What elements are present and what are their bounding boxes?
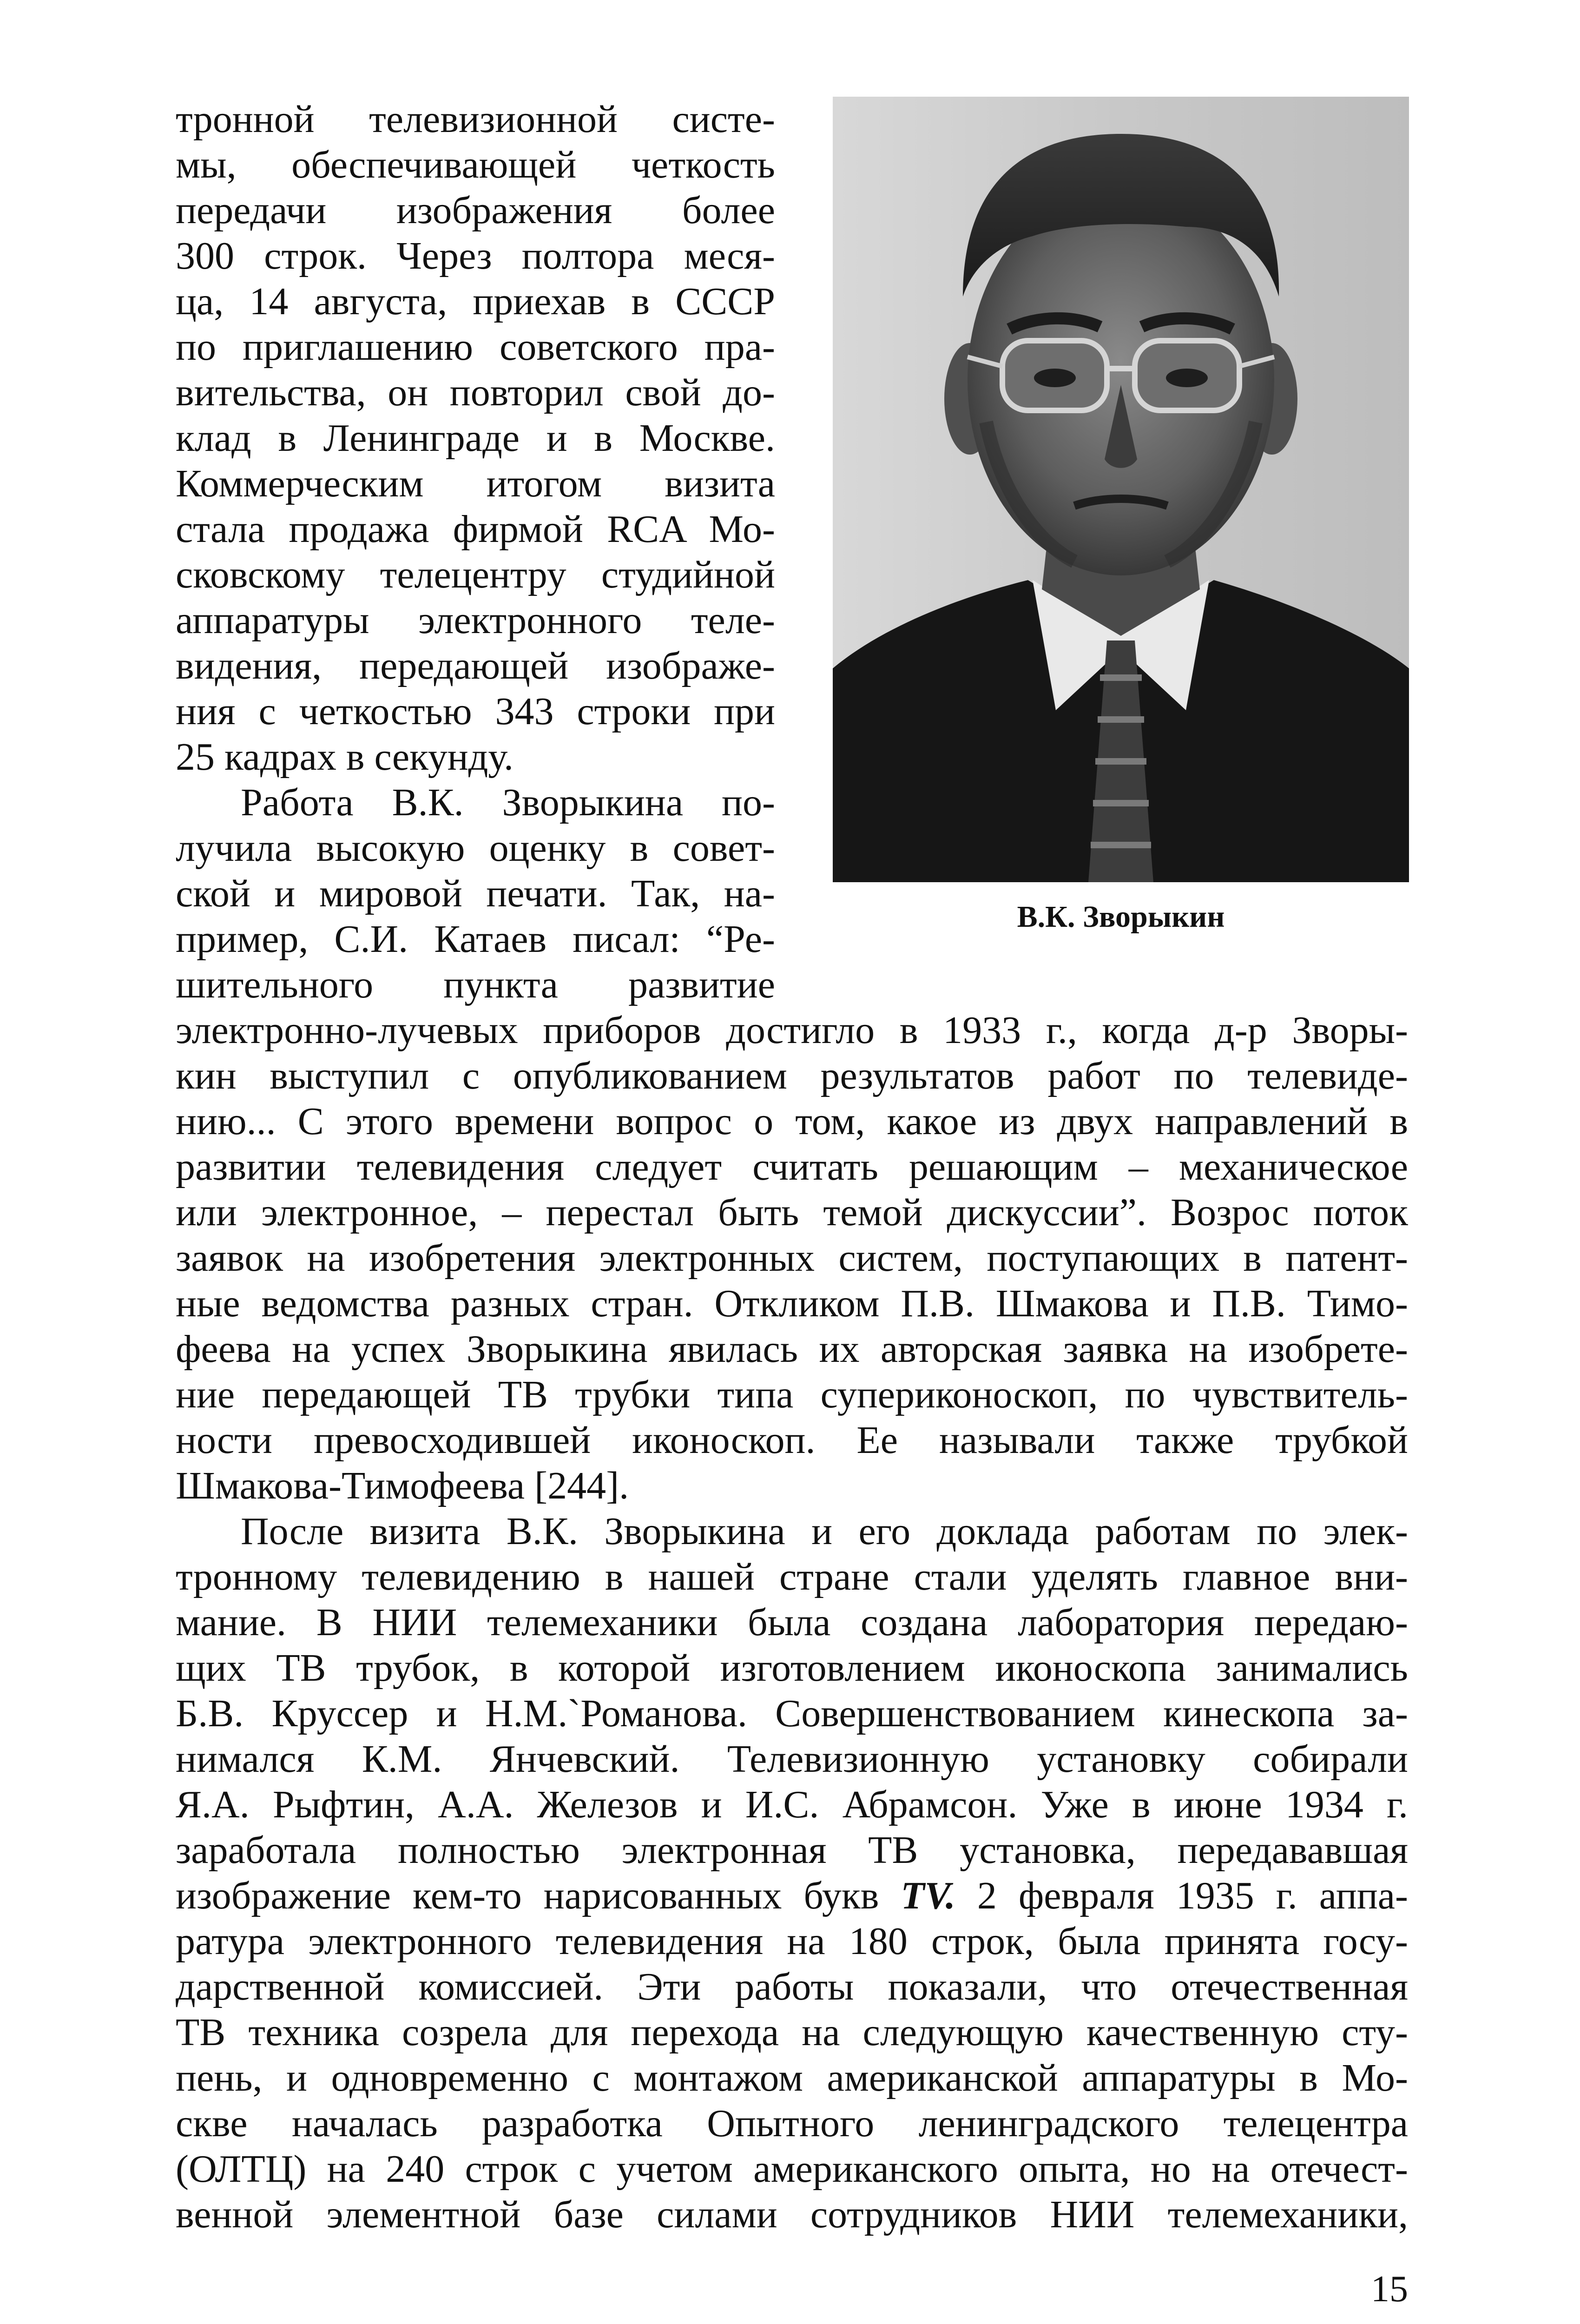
- text-line: феева на успех Зворыкина явилась их авторская заявка на изобрете-: [176, 1327, 1408, 1371]
- text-line: ния с четкостью 343 строки при: [176, 690, 775, 733]
- text-line: сковскому телецентру студийной: [176, 553, 775, 596]
- text-line: пример, С.И. Катаев писал: “Ре-: [176, 918, 775, 961]
- portrait-illustration: [833, 97, 1409, 882]
- text-line: заявок на изобретения электронных систем, поступающих в патент-: [176, 1236, 1408, 1280]
- text-line: стала продажа фирмой RCA Мо-: [176, 508, 775, 551]
- text-line: 25 кадрах в секунду.: [176, 735, 514, 779]
- text-line: ратура электронного телевидения на 180 строк, была принята госу-: [176, 1920, 1408, 1963]
- text-line: Работа В.К. Зворыкина по-: [241, 781, 775, 824]
- text-line: аппаратуры электронного теле-: [176, 599, 775, 642]
- text-line: (ОЛТЦ) на 240 строк с учетом американского опыта, но на отечест-: [176, 2147, 1408, 2191]
- text-line: по приглашению советского пра-: [176, 325, 775, 369]
- text-line: кин выступил с опубликованием результатов работ по телевиде-: [176, 1054, 1408, 1097]
- text-line: мы, обеспечивающей четкость: [176, 143, 775, 186]
- text-line: ТВ техника созрела для перехода на следующую качественную сту-: [176, 2011, 1408, 2054]
- text-line: вительства, он повторил свой до-: [176, 371, 775, 414]
- text-line: передачи изображения более: [176, 189, 775, 232]
- text-line: скве началась разработка Опытного ленинградского телецентра: [176, 2102, 1408, 2145]
- text-line: нию... С этого времени вопрос о том, какое из двух направлений в: [176, 1100, 1408, 1143]
- text-line: электронно-лучевых приборов достигло в 1933 г., когда д-р Зворы-: [176, 1009, 1408, 1052]
- text-line: заработала полностью электронная ТВ установка, передававшая: [176, 1829, 1408, 1872]
- text-run: изображение кем-то нарисованных букв: [176, 1874, 879, 1917]
- text-line: Б.В. Круссер и Н.М.`Романова. Совершенствованием кинескопа за-: [176, 1692, 1408, 1735]
- text-line: ные ведомства разных стран. Откликом П.В. Шмакова и П.В. Тимо-: [176, 1282, 1408, 1325]
- portrait-photo: [833, 97, 1409, 882]
- text-line: 300 строк. Через полтора меся-: [176, 234, 775, 277]
- text-line: тронной телевизионной систе-: [176, 98, 775, 141]
- text-line: ности превосходившей иконоскоп. Ее называли также трубкой: [176, 1419, 1408, 1462]
- text-line: пень, и одновременно с монтажом американской аппаратуры в Мо-: [176, 2056, 1408, 2100]
- portrait-figure: [833, 97, 1409, 882]
- text-line: развитии телевидения следует считать решающим – механическое: [176, 1145, 1408, 1188]
- text-line: Коммерческим итогом визита: [176, 462, 775, 505]
- text-line: Я.А. Рыфтин, А.А. Железов и И.С. Абрамсон. Уже в июне 1934 г.: [176, 1783, 1408, 1826]
- text-line: ние передающей ТВ трубки типа супериконоскоп, по чувствитель-: [176, 1373, 1408, 1416]
- page-number: 15: [1371, 2269, 1408, 2310]
- text-line: мание. В НИИ телемеханики была создана лаборатория передаю-: [176, 1601, 1408, 1644]
- text-line: клад в Ленинграде и в Москве.: [176, 416, 775, 460]
- text-line: Шмакова-Тимофеева [244].: [176, 1464, 629, 1507]
- text-line: щих ТВ трубок, в которой изготовлением иконоскопа занимались: [176, 1646, 1408, 1690]
- text-line: ца, 14 августа, приехав в СССР: [176, 280, 775, 323]
- text-line: ской и мировой печати. Так, на-: [176, 872, 775, 915]
- text-line: венной элементной базе силами сотрудников НИИ телемеханики,: [176, 2193, 1408, 2236]
- tv-emphasis: TV.: [901, 1874, 955, 1917]
- text-line: нимался К.М. Янчевский. Телевизионную установку собирали: [176, 1737, 1408, 1781]
- text-line: лучила высокую оценку в совет-: [176, 826, 775, 870]
- text-line: дарственной комиссией. Эти работы показали, что отечественная: [176, 1965, 1408, 2008]
- text-line: видения, передающей изображе-: [176, 644, 775, 687]
- text-line: тронному телевидению в нашей стране стали уделять главное вни-: [176, 1555, 1408, 1598]
- text-line: [176, 1873, 1408, 1919]
- figure-caption: В.К. Зворыкин: [1017, 900, 1225, 934]
- text-run: 2 февраля 1935 г. аппа-: [977, 1874, 1409, 1917]
- text-line: После визита В.К. Зворыкина и его доклада работам по элек-: [241, 1510, 1408, 1553]
- text-line: или электронное, – перестал быть темой дискуссии”. Возрос поток: [176, 1191, 1408, 1234]
- text-line: шительного пункта развитие: [176, 963, 775, 1006]
